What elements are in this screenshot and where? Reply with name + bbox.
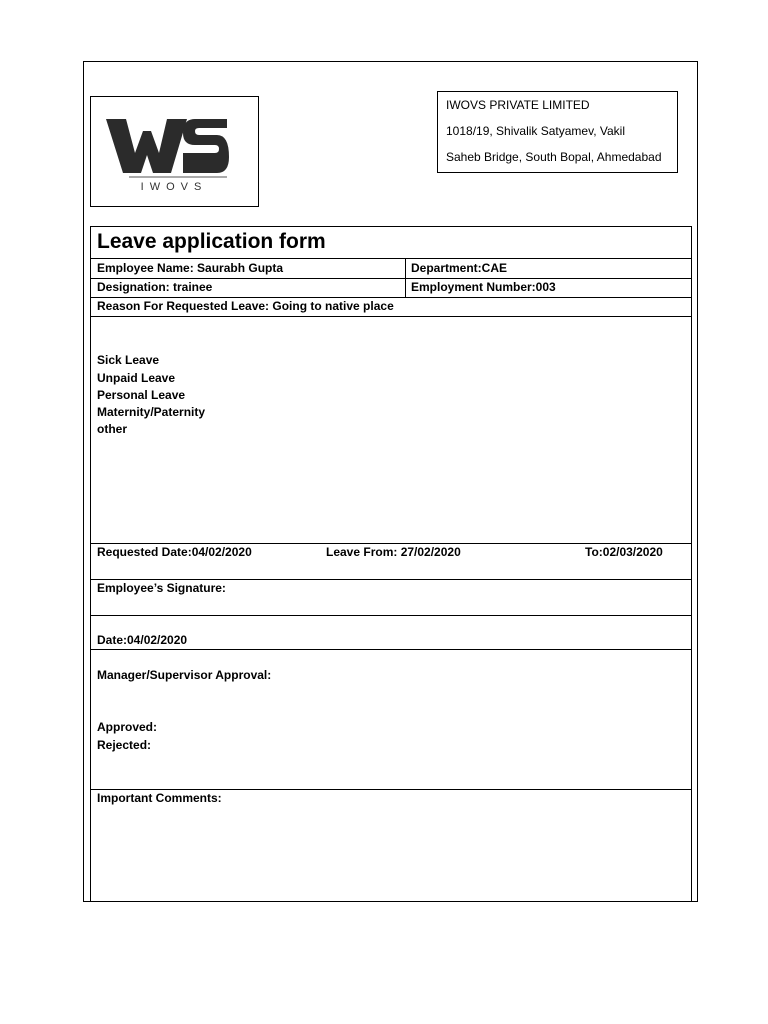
iwovs-logo-icon xyxy=(91,97,260,208)
requested-date-field: Requested Date:04/02/2020 xyxy=(97,545,252,559)
designation-row xyxy=(91,279,691,298)
date-row xyxy=(91,616,691,650)
leave-type-other: other xyxy=(97,422,127,436)
date-field: Date:04/02/2020 xyxy=(97,633,188,647)
company-logo xyxy=(90,96,259,207)
signature-row xyxy=(91,580,691,616)
leave-from-field: Leave From: 27/02/2020 xyxy=(326,545,461,559)
reason-field: Reason For Requested Leave: Going to native place xyxy=(97,299,394,313)
employment-number-field: Employment Number:003 xyxy=(411,280,556,294)
company-address-box xyxy=(437,91,678,173)
important-comments-field: Important Comments: xyxy=(97,791,222,805)
department-field: Department:CAE xyxy=(411,261,508,275)
company-address-line1: 1018/19, Shivalik Satyamev, Vakil xyxy=(446,124,625,138)
leave-application-form xyxy=(90,226,692,902)
company-name: IWOVS PRIVATE LIMITED xyxy=(446,98,590,112)
designation-field: Designation: trainee xyxy=(97,280,213,294)
approval-section xyxy=(91,650,691,790)
logo-wordmark: IWOVS xyxy=(140,181,208,193)
form-title: Leave application form xyxy=(97,230,326,253)
leave-types-section xyxy=(91,317,691,544)
leave-type-unpaid: Unpaid Leave xyxy=(97,371,176,385)
approved-field: Approved: xyxy=(97,720,157,734)
comments-section xyxy=(91,790,691,901)
employee-name-field: Employee Name: Saurabh Gupta xyxy=(97,261,284,275)
column-divider xyxy=(405,259,406,278)
leave-type-sick: Sick Leave xyxy=(97,353,160,367)
dates-row xyxy=(91,544,691,580)
rejected-field: Rejected: xyxy=(97,738,152,752)
company-address-line2: Saheb Bridge, South Bopal, Ahmedabad xyxy=(446,150,662,164)
reason-row xyxy=(91,298,691,317)
form-title-row xyxy=(91,227,691,259)
leave-type-personal: Personal Leave xyxy=(97,388,186,402)
leave-type-maternity-paternity: Maternity/Paternity xyxy=(97,405,206,419)
employee-row xyxy=(91,259,691,279)
employee-signature-field: Employee’s Signature: xyxy=(97,581,226,595)
column-divider xyxy=(405,279,406,297)
leave-to-field: To:02/03/2020 xyxy=(585,545,663,559)
manager-approval-field: Manager/Supervisor Approval: xyxy=(97,668,272,682)
